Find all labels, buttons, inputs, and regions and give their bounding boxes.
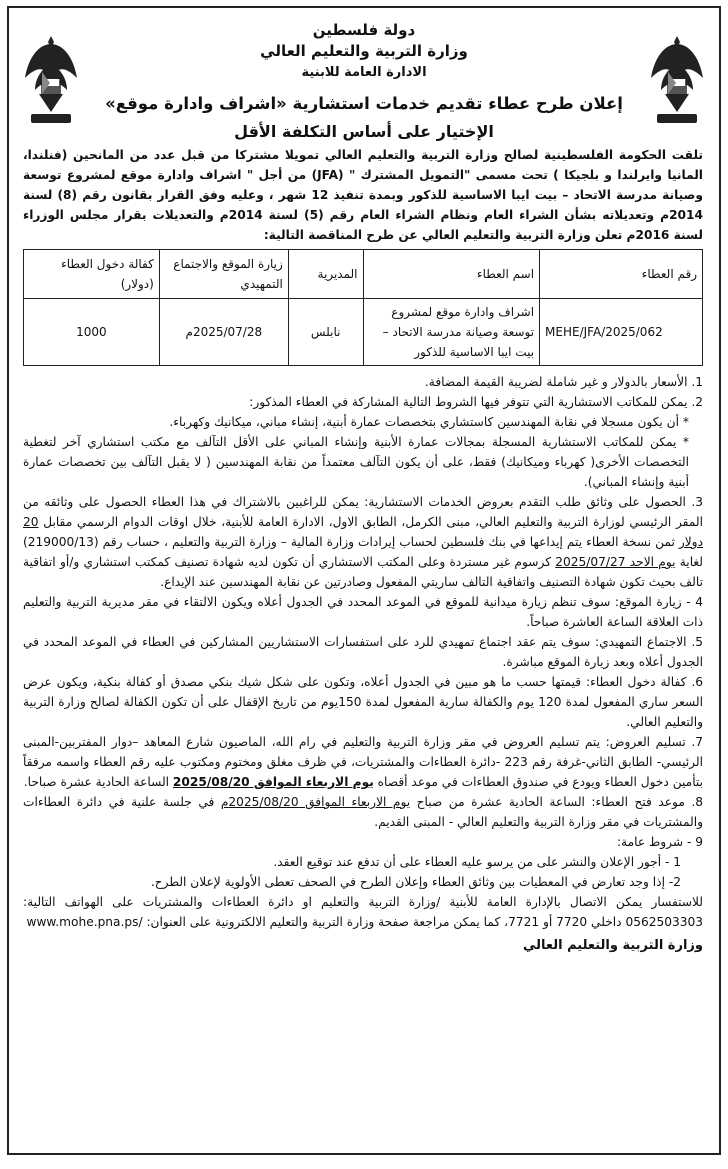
palestine-eagle-emblem-left bbox=[23, 32, 79, 128]
announcement-title: إعلان طرح عطاء تقديم خدمات استشارية «اشراف وادارة موقع» bbox=[105, 94, 623, 113]
condition-5: 5. الاجتماع التمهيدي: سوف يتم عقد اجتماع تمهيدي للرد على استفسارات الاستشاريين المشاركين في العطاء في الموعد المحدد في الجدول أعلاه وبعد زيارة الموقع مباشرة. bbox=[23, 635, 703, 669]
fee-deadline: يوم الاحد 2025/07/27 bbox=[555, 555, 676, 569]
table-header-row bbox=[24, 250, 703, 299]
condition-8-text-a: 8. موعد فتح العطاء: الساعة الحادية عشرة من صباح bbox=[416, 795, 703, 809]
condition-3 bbox=[23, 492, 703, 592]
document-fee: 20 دولار bbox=[23, 515, 703, 549]
tender-name: اشراف وادارة موقع لمشروع توسعة وصيانة مدرسة الاتحاد – بيت ايبا الاساسية للذكور bbox=[363, 299, 540, 366]
condition-2-bullet-b: * يمكن للمكاتب الاستشارية المسجلة بمجالات عمارة الأبنية وإنشاء المباني على الأقل التآلف مع مكتب استشاري آخر لتغطية التخصصات الأخرى( كهرباء وميكانيك) فقط، على أن يكون التآلف معتمداً من نقابة المهندسين ( لا يقبل التآلف بين تخصصات عمارة أبنية وإنشاء المباني). bbox=[23, 435, 689, 489]
directorate: نابلس bbox=[288, 299, 363, 366]
contact-info bbox=[23, 892, 703, 932]
condition-2-bullet-a: * أن يكون مسجلا في نقابة المهندسين كاستشاري بتخصصات عمارة أبنية، إنشاء مباني، ميكانيك وكهرباء. bbox=[169, 415, 689, 429]
col-directorate: المديرية bbox=[288, 250, 363, 299]
condition-8-text-b: في جلسة علنية في دائرة العطاءات والمشتريات في مقر وزارة التربية والتعليم العالي - المبنى القديم. bbox=[23, 795, 703, 829]
condition-3-text-c: كرسوم غير مستردة وعلى المكتب الاستشاري أن تكون لديه شهادة تصنيف كمكتب استشاري و/أو اتفاقية تالف بحيث تكون شهادة التصنيف واتفاقية التالف ساريتي المفعول وصادرتين عن نقابة المهندسين عند الإيداع. bbox=[23, 555, 703, 589]
condition-2: 2. يمكن للمكاتب الاستشارية التي تتوفر فيها الشروط التالية المشاركة في العطاء المذكور: bbox=[249, 395, 703, 409]
ministry-website-link[interactable]: www.mohe.pna.ps/ bbox=[26, 915, 143, 929]
condition-9-1: 1 - أجور الإعلان والنشر على من يرسو عليه العطاء على أن تدفع عند توقيع العقد. bbox=[273, 855, 681, 869]
table-row bbox=[24, 299, 703, 366]
selection-method: الإختيار على أساس التكلفة الأقل bbox=[234, 122, 494, 141]
site-visit-date: 2025/07/28م bbox=[159, 299, 288, 366]
ministry-name: وزارة التربية والتعليم العالي bbox=[260, 42, 468, 60]
announcement-body bbox=[9, 145, 719, 956]
palestine-eagle-emblem-right bbox=[649, 32, 705, 128]
condition-1: 1. الأسعار بالدولار و غير شاملة لضريبة القيمة المضافة. bbox=[424, 375, 703, 389]
tender-number: MEHE/JFA/2025/062 bbox=[540, 299, 703, 366]
intro-paragraph: تلقت الحكومة الفلسطينية لصالح وزارة التربية والتعليم العالي تمويلا مشتركا من قبل عدد من المانحين (فنلندا، المانيا وايرلندا و بلجيكا ) تحت مسمى "التمويل المشترك " (JFA) من أجل " اشراف وادارة موقع لمشروع توسعة وصيانة مدرسة الاتحاد – بيت ايبا الاساسية للذكور وبمدة تنفيذ 12 شهر ، وعليه وفق القرار بقانون رقم (8) لسنة 2014م وتعديلاته بشأن الشراء العام ونظام الشراء العام رقم (5) لسنة 2014م والتعديلات بقرار مجلس الوزراء لسنة 2016م تعلن وزارة التربية والتعليم العالي عن طرح المناقصة التالية: bbox=[23, 148, 703, 242]
condition-3-text-b: ثمن نسخة العطاء يتم إيداعها في بنك فلسطين لحساب إيرادات وزارة المالية – وزارة التربية والتعليم ، حساب رقم (219000/13) لغاية bbox=[23, 535, 703, 569]
condition-9-2: 2- إذا وجد تعارض في المعطيات بين وثائق العطاء وإعلان الطرح في الصحف تعطى الأولوية لإعلان الطرح. bbox=[150, 875, 681, 889]
col-site-visit: زيارة الموقع والاجتماع التمهيدي bbox=[159, 250, 288, 299]
tender-announcement bbox=[7, 6, 721, 1155]
condition-8 bbox=[23, 792, 703, 832]
condition-9: 9 - شروط عامة: bbox=[616, 835, 703, 849]
condition-3-text-a: 3. الحصول على وثائق طلب التقدم بعروض الخدمات الاستشارية: يمكن للراغبين بالاشتراك في هذا العطاء الحصول على وثائقه من المقر الرئيسي لوزارة التربية والتعليم العالي، مبنى الكرمل، الطابق الاول، الادارة العامة للأبنية، خلال اوقات الدوام الرسمي مقابل bbox=[23, 495, 703, 529]
state-name: دولة فلسطين bbox=[312, 21, 416, 39]
col-tender-name: اسم العطاء bbox=[363, 250, 540, 299]
department-name: الادارة العامة للابنية bbox=[301, 65, 427, 80]
tender-table bbox=[23, 249, 703, 366]
submission-deadline: يوم الاربعاء الموافق 2025/08/20 bbox=[172, 775, 374, 789]
col-bid-bond: كفالة دخول العطاء (دولار) bbox=[24, 250, 160, 299]
condition-7 bbox=[23, 732, 703, 792]
contact-text: للاستفسار يمكن الاتصال بالإدارة العامة للأبنية /وزارة التربية والتعليم او دائرة العطاءات والمشتريات على الهواتف التالية: 0562503303 داخلي 7720 أو 7721، كما يمكن مراجعة صفحة وزارة التربية والتعليم الالكترونية على العنوان: bbox=[23, 895, 703, 929]
signature: وزارة التربية والتعليم العالي bbox=[522, 938, 703, 953]
bid-bond-amount: 1000 bbox=[24, 299, 160, 366]
condition-7-text-a: 7. تسليم العروض: يتم تسليم العروض في مقر وزارة التربية والتعليم في رام الله، الماصيون شارع المعاهد –دوار المفتربين-المبنى الرئيسي- الطابق الثاني-غرفة رقم 223 -دائرة العطاءات والمشتريات، في ظرف مغلق ومختوم ومكتوب عليه رقم العطاء واسمه مرفقاً بتأمين دخول العطاء ويودع في صندوق العطاءات في موعد أقصاه bbox=[23, 735, 704, 789]
letterhead bbox=[9, 8, 719, 145]
opening-date: يوم الاربعاء الموافق 2025/08/20م bbox=[220, 795, 411, 809]
condition-7-text-b: الساعة الحادية عشرة صباحا. bbox=[23, 775, 170, 789]
condition-6: 6. كفالة دخول العطاء: قيمتها حسب ما هو مبين في الجدول أعلاه، وتكون على شكل شيك بنكي مصدق أو كفالة بنكية، ويكون عرض السعر ساري المفعول لمدة 120 يوم والكفالة سارية المفعول لمدة 150يوم من تاريخ الإقفال على أن تكون الكفالة لصالح وزارة التربية والتعليم العالي. bbox=[23, 675, 703, 729]
col-tender-number: رقم العطاء bbox=[540, 250, 703, 299]
condition-4: 4 - زيارة الموقع: سوف تنظم زيارة ميدانية للموقع في الموعد المحدد في الجدول أعلاه ويكون الالتقاء في مقر مديرية التربية والتعليم ذات العلاقة الساعة العاشرة صباحاً. bbox=[23, 595, 703, 629]
